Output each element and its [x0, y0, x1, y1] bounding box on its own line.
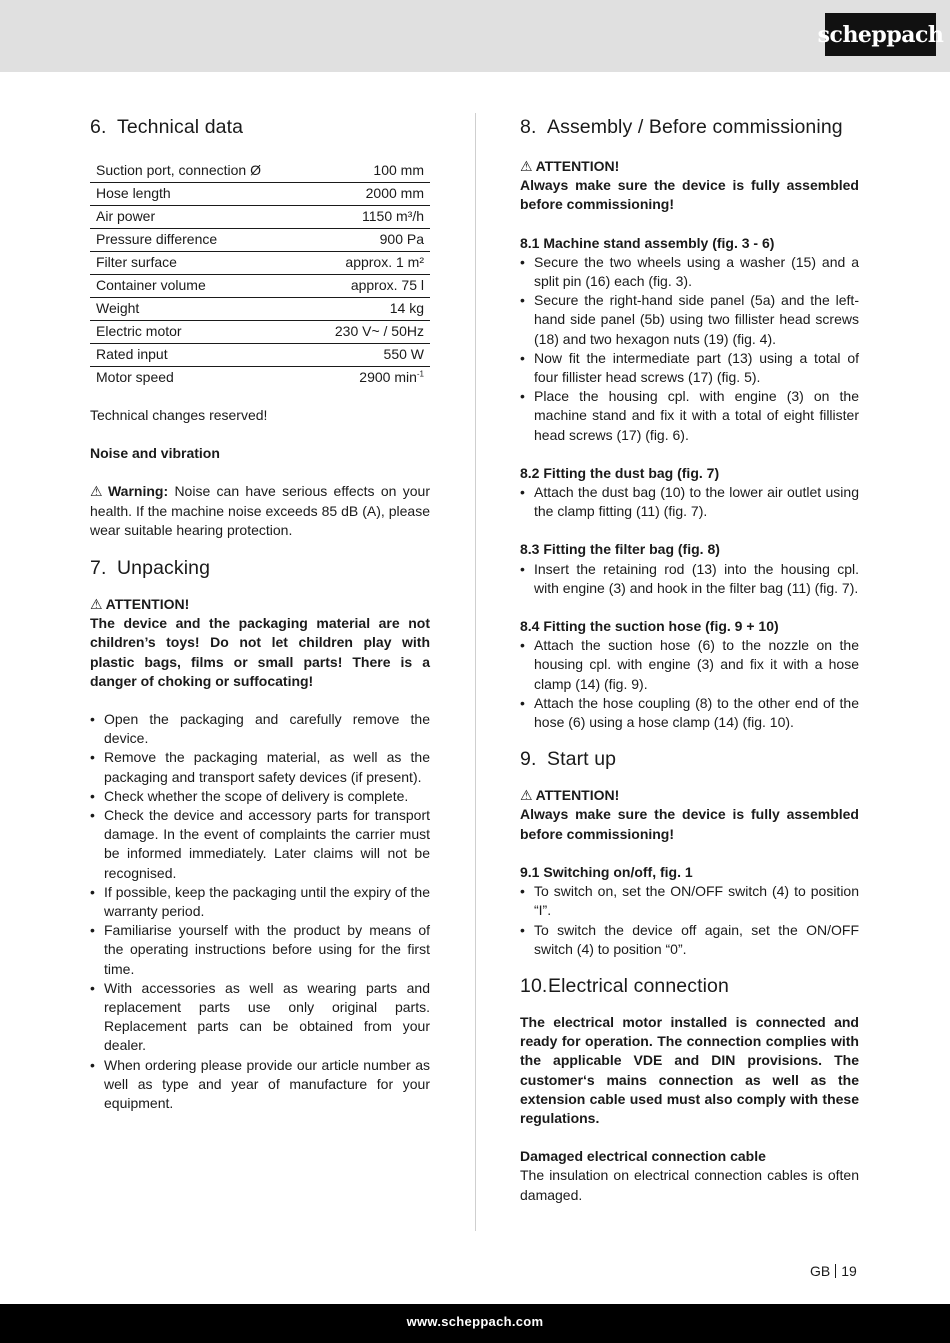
left-column	[90, 114, 430, 1113]
attention-line	[90, 595, 430, 614]
spec-label: Suction port, connection Ø	[90, 160, 306, 183]
page-language: GB	[810, 1263, 831, 1279]
spec-value-text: 900 Pa	[379, 231, 424, 248]
attention-text: Always make sure the device is fully assembled before commissioning!	[520, 806, 859, 842]
spec-value-text: 1150 m³/h	[362, 208, 424, 225]
footer-bar	[0, 1304, 950, 1343]
damaged-cable-text: The insulation on electrical connection cables is often damaged.	[520, 1167, 859, 1203]
list-item: • Place the housing cpl. with engine (3) on the machine stand and fix it with a total of eight fillister head screws (17) (fig. 6).	[520, 387, 859, 445]
section-title: Electrical connection	[548, 974, 729, 997]
spec-label: Rated input	[90, 344, 306, 367]
table-row	[90, 160, 430, 183]
section-9-heading	[520, 746, 859, 772]
list-item: • Familiarise yourself with the product by means of the operating instructions before using for the first time.	[90, 921, 430, 979]
spec-label: Weight	[90, 298, 306, 321]
unpacking-list	[90, 710, 430, 1113]
list-item: • Secure the two wheels using a washer (15) and a split pin (16) each (fig. 3).	[520, 253, 859, 291]
page-number-value: 19	[841, 1263, 857, 1279]
table-row	[90, 298, 430, 321]
subsection-heading: 8.4 Fitting the suction hose (fig. 9 + 10)	[520, 618, 779, 635]
spec-label: Container volume	[90, 275, 306, 298]
table-row	[90, 367, 430, 390]
footer-url: www.scheppach.com	[406, 1314, 544, 1329]
spec-value-exponent: -1	[416, 369, 424, 379]
spec-label: Pressure difference	[90, 229, 306, 252]
table-row	[90, 183, 430, 206]
warning-text: Noise can have serious effects on your health. If the machine noise exceeds 85 dB (A), please wear suitable hearing protection.	[90, 483, 430, 538]
warning-icon: ⚠	[90, 483, 105, 500]
spec-value-text: approx. 75 l	[350, 277, 424, 294]
warning-icon: ⚠	[90, 596, 103, 613]
warning-label: Warning:	[107, 483, 169, 500]
section-6-heading	[90, 114, 430, 140]
section-7-heading	[90, 555, 430, 581]
attention-label: ATTENTION!	[535, 787, 620, 804]
page-number-separator	[835, 1264, 836, 1278]
section-number: 7.	[90, 557, 107, 580]
subsection-heading: 8.1 Machine stand assembly (fig. 3 - 6)	[520, 234, 775, 251]
spec-value	[306, 160, 430, 183]
spec-value-text: approx. 1 m²	[345, 254, 424, 271]
subsection-heading: 8.3 Fitting the filter bag (fig. 8)	[520, 541, 720, 558]
spec-label: Hose length	[90, 183, 306, 206]
noise-warning	[90, 482, 430, 540]
dust-bag-list	[520, 483, 859, 521]
spec-value	[306, 321, 430, 344]
spec-value	[306, 298, 430, 321]
page-number	[810, 1263, 857, 1279]
section-10-heading	[520, 973, 859, 999]
subsection-heading: 9.1 Switching on/off, fig. 1	[520, 863, 693, 880]
table-row	[90, 229, 430, 252]
list-item: • Insert the retaining rod (13) into the housing cpl. with engine (3) and hook in the filter bag (11) (fig. 7).	[520, 560, 859, 598]
warning-icon: ⚠	[520, 787, 533, 804]
stand-assembly-list	[520, 253, 859, 445]
spec-value	[306, 206, 430, 229]
right-column	[520, 114, 859, 1205]
list-item: • Attach the dust bag (10) to the lower air outlet using the clamp fitting (11) (fig. 7).	[520, 483, 859, 521]
spec-value	[306, 344, 430, 367]
attention-label: ATTENTION!	[105, 596, 190, 613]
subsection-heading: Damaged electrical connection cable	[520, 1148, 766, 1165]
table-row	[90, 275, 430, 298]
spec-label: Electric motor	[90, 321, 306, 344]
table-row	[90, 206, 430, 229]
spec-value	[306, 275, 430, 298]
spec-label: Air power	[90, 206, 306, 229]
list-item: • Remove the packaging material, as well as the packaging and transport safety devices (if present).	[90, 748, 430, 786]
section-title: Unpacking	[117, 557, 211, 580]
filter-bag-list	[520, 560, 859, 598]
list-item: • If possible, keep the packaging until the expiry of the warranty period.	[90, 883, 430, 921]
spec-value-text: 2900 min	[359, 369, 417, 386]
technical-data-table	[90, 160, 430, 389]
warning-icon: ⚠	[520, 158, 533, 174]
attention-text: Always make sure the device is fully assembled before commissioning!	[520, 177, 859, 213]
section-number: 6.	[90, 116, 107, 138]
section-number: 10.	[520, 974, 548, 997]
spec-value-text: 100 mm	[373, 162, 424, 179]
suction-hose-list	[520, 636, 859, 732]
list-item: • Attach the suction hose (6) to the nozzle on the housing cpl. with engine (3) and fix it with a hose clamp (14) (fig. 9).	[520, 636, 859, 694]
attention-text: The device and the packaging material are not children’s toys! Do not let children play with plastic bags, films or small parts! There is a danger of choking or suffocating!	[90, 615, 430, 689]
noise-heading: Noise and vibration	[90, 445, 220, 462]
spec-value	[306, 367, 430, 390]
electrical-connection-text: The electrical motor installed is connected and ready for operation. The connection complies with the applicable VDE and DIN provisions. The customer‘s mains connection as well as the extension cable used must also comply with these regulations.	[520, 1013, 859, 1126]
list-item: • To switch on, set the ON/OFF switch (4) to position “I”.	[520, 882, 859, 920]
subsection-heading: 8.2 Fitting the dust bag (fig. 7)	[520, 464, 720, 481]
table-row	[90, 344, 430, 367]
brand-logo: scheppach	[825, 13, 936, 56]
list-item: • Secure the right-hand side panel (5a) and the left-hand side panel (5b) using two fillister head screws (18) and two hexagon nuts (19) (fig. 4).	[520, 291, 859, 349]
list-item: • Check whether the scope of delivery is complete.	[90, 787, 430, 806]
section-8-heading	[520, 114, 859, 140]
list-item: • Check the device and accessory parts for transport damage. In the event of complaints the carrier must be informed immediately. Later claims will not be recognised.	[90, 806, 430, 883]
spec-value-text: 2000 mm	[365, 185, 424, 202]
list-item: • Open the packaging and carefully remove the device.	[90, 710, 430, 748]
spec-value	[306, 252, 430, 275]
attention-label: ATTENTION!	[535, 158, 620, 174]
attention-line	[520, 157, 859, 176]
section-number: 8.	[520, 116, 537, 138]
column-divider	[475, 113, 476, 1231]
spec-value-text: 14 kg	[389, 300, 424, 317]
spec-value	[306, 229, 430, 252]
attention-line	[520, 786, 859, 805]
header-band	[0, 0, 950, 72]
list-item: • When ordering please provide our article number as well as type and year of manufacture for your equipment.	[90, 1056, 430, 1114]
spec-label: Filter surface	[90, 252, 306, 275]
list-item: • Now fit the intermediate part (13) using a total of four fillister head screws (17) (fig. 5).	[520, 349, 859, 387]
spec-value-text: 230 V~ / 50Hz	[334, 323, 424, 340]
spec-value-text: 550 W	[383, 346, 424, 363]
table-row	[90, 252, 430, 275]
list-item: • Attach the hose coupling (8) to the other end of the hose (6) using a hose clamp (14) (fig. 10).	[520, 694, 859, 732]
list-item: • To switch the device off again, set the ON/OFF switch (4) to position “0”.	[520, 921, 859, 959]
section-title: Technical data	[117, 116, 244, 138]
spec-value	[306, 183, 430, 206]
list-item: • With accessories as well as wearing parts and replacement parts use only original parts. Replacement parts can be obtained from your dealer.	[90, 979, 430, 1056]
spec-label: Motor speed	[96, 369, 174, 386]
section-title: Assembly / Before commissioning	[547, 116, 843, 138]
section-title: Start up	[547, 748, 617, 771]
switching-list	[520, 882, 859, 959]
technical-changes-note: Technical changes reserved!	[90, 407, 268, 423]
section-number: 9.	[520, 748, 537, 771]
table-row	[90, 321, 430, 344]
